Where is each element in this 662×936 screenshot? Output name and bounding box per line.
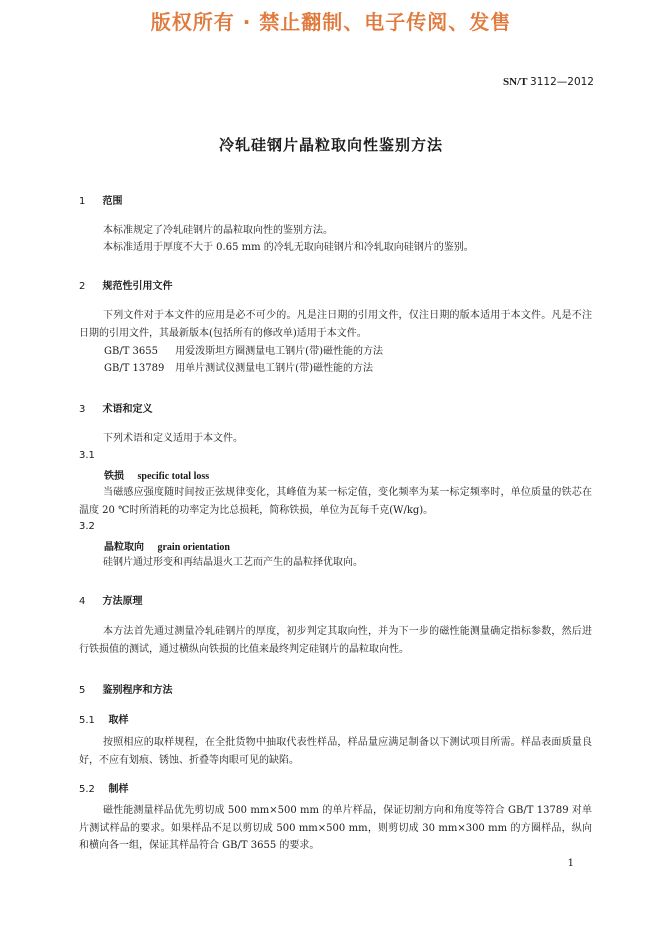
term-en: grain orientation <box>157 542 230 553</box>
section-2-heading <box>79 277 172 292</box>
standard-prefix: SN/T <box>503 76 528 88</box>
section-title: 方法原理 <box>102 596 143 607</box>
copyright-watermark: 版权所有 · 禁止翻制、电子传阅、发售 <box>150 10 512 34</box>
term-zh: 晶粒取向 <box>104 542 144 553</box>
reference-code: GB/T 13789 <box>104 363 165 374</box>
normative-reference <box>104 343 592 361</box>
section-3-heading <box>79 400 152 415</box>
section-title: 规范性引用文件 <box>102 281 173 292</box>
document-title: 冷轧硅钢片晶粒取向性鉴别方法 <box>218 136 443 154</box>
clause-number: 3.1 <box>79 450 95 461</box>
section-title: 术语和定义 <box>102 404 153 415</box>
subsection-5-1-heading <box>79 711 128 726</box>
standard-number <box>503 76 594 88</box>
paragraph: 本标准规定了冷轧硅钢片的晶粒取向性的鉴别方法。 <box>103 225 333 236</box>
standard-code: 3112—2012 <box>530 76 594 88</box>
term-definition: 当磁感应强度随时间按正弦规律变化，其峰值为某一标定值，变化频率为某一标定频率时，单位质量的铁芯在温度 20 ℃时所消耗的功率定为比总损耗，简称铁损，单位为瓦每千克(W/kg)。 <box>79 487 592 516</box>
section-number: 5.1 <box>79 715 95 726</box>
clause-number: 3.2 <box>79 521 95 532</box>
section-5-heading <box>79 681 172 696</box>
reference-code: GB/T 3655 <box>104 346 159 357</box>
section-1-heading <box>79 192 122 207</box>
section-number: 5 <box>79 685 86 696</box>
term-entry <box>104 538 230 553</box>
section-title: 制样 <box>108 784 129 795</box>
section-title: 鉴别程序和方法 <box>102 685 173 696</box>
reference-title: 用爱泼斯坦方圈测量电工钢片(带)磁性能的方法 <box>175 346 383 357</box>
subsection-5-2-heading <box>79 780 128 795</box>
term-zh: 铁损 <box>104 471 124 482</box>
normative-reference <box>104 360 592 378</box>
reference-title: 用单片测试仪测量电工钢片(带)磁性能的方法 <box>175 363 373 374</box>
section-title: 取样 <box>108 715 129 726</box>
term-entry <box>104 467 209 482</box>
section-title: 范围 <box>102 196 123 207</box>
section-number: 4 <box>79 596 86 607</box>
paragraph: 下列术语和定义适用于本文件。 <box>103 433 243 444</box>
paragraph: 本方法首先通过测量冷轧硅钢片的厚度，初步判定其取向性，并为下一步的磁性能测量确定指标参数，然后进行铁损值的测试，通过横纵向铁损的比值来最终判定硅钢片的晶粒取向性。 <box>79 626 592 655</box>
section-number: 3 <box>79 404 86 415</box>
paragraph: 本标准适用于厚度不大于 0.65 mm 的冷轧无取向硅钢片和冷轧取向硅钢片的鉴别。 <box>103 242 474 253</box>
paragraph: 下列文件对于本文件的应用是必不可少的。凡是注日期的引用文件，仅注日期的版本适用于本文件。凡是不注日期的引用文件，其最新版本(包括所有的修改单)适用于本文件。 <box>79 310 592 339</box>
section-number: 2 <box>79 281 86 292</box>
term-definition: 硅钢片通过形变和再结晶退火工艺而产生的晶粒择优取向。 <box>103 557 363 568</box>
page-number: 1 <box>567 858 574 869</box>
section-number: 5.2 <box>79 784 95 795</box>
term-en: specific total loss <box>137 471 210 482</box>
paragraph: 按照相应的取样规程，在全批货物中抽取代表性样品，样品量应满足制备以下测试项目所需。样品表面质量良好，不应有划痕、锈蚀、折叠等肉眼可见的缺陷。 <box>79 737 592 766</box>
section-4-heading <box>79 592 142 607</box>
section-number: 1 <box>79 196 86 207</box>
paragraph: 磁性能测量样品优先剪切成 500 mm×500 mm 的单片样品，保证切割方向和角度等符合 GB/T 13789 对单片测试样品的要求。如果样品不足以剪切成 500 mm×500 mm，则剪切成 30 mm×300 mm 的方圈样品，纵向和横向各一组，保证其样品符合 GB/T 3655 的要求。 <box>79 805 592 851</box>
